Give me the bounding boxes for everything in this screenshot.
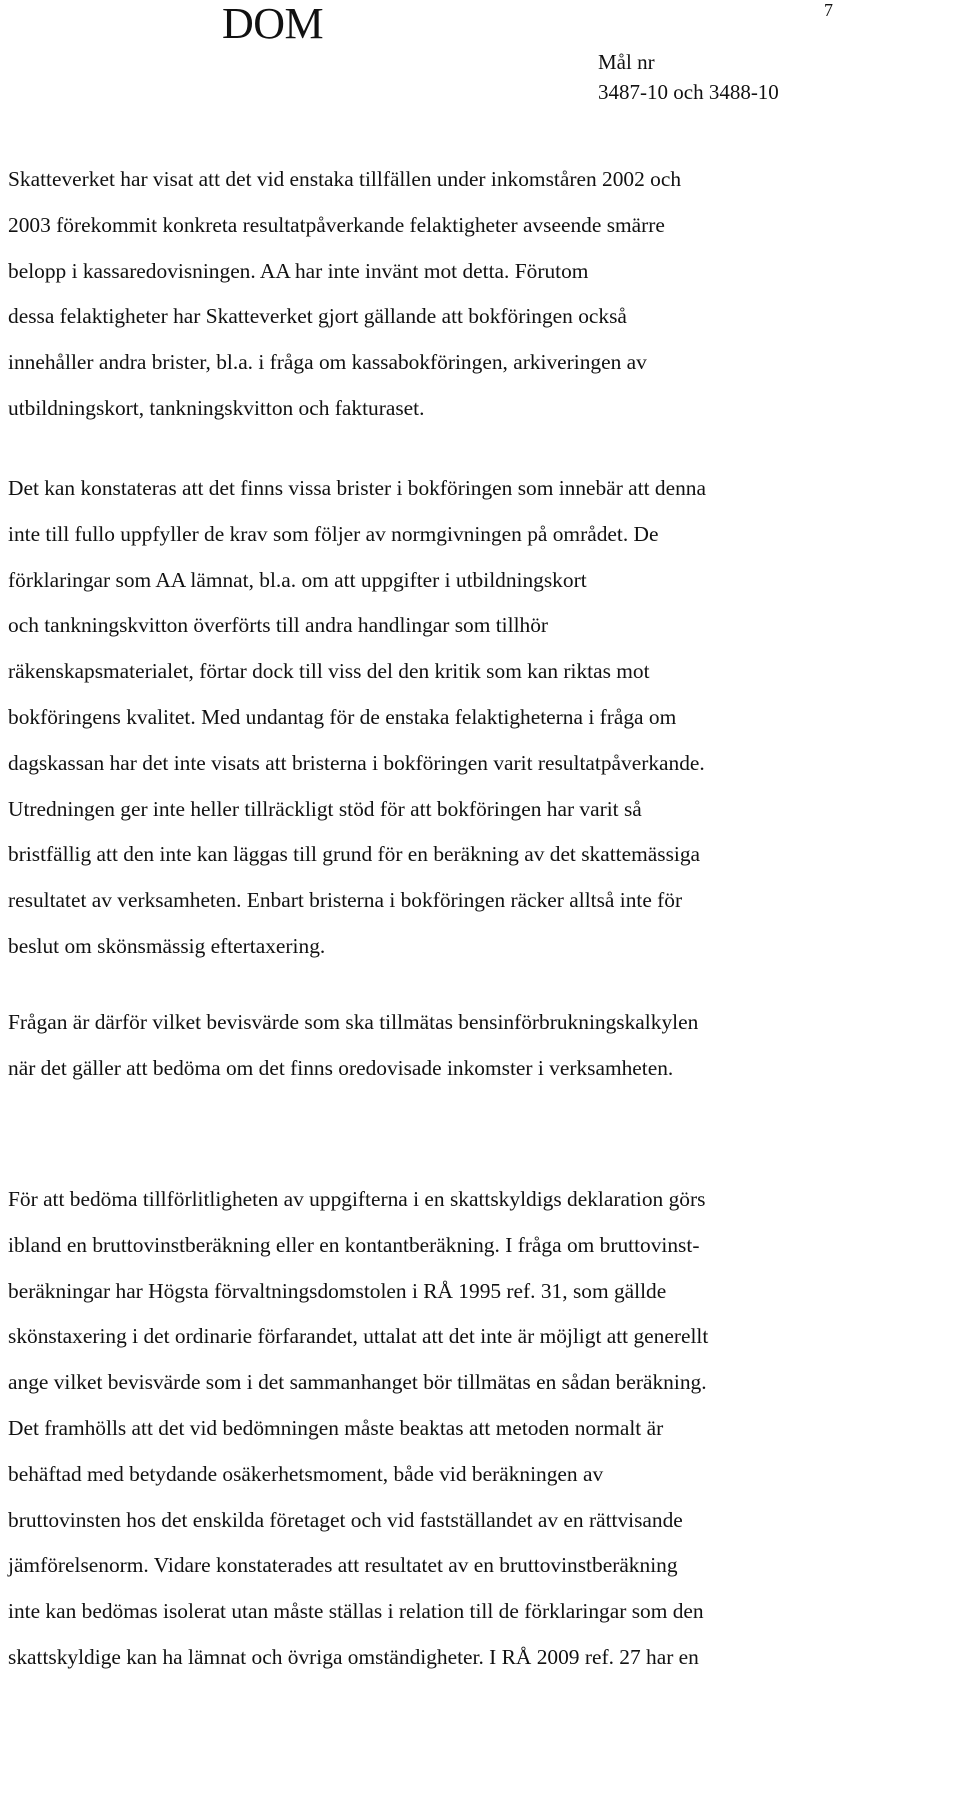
- case-number-label: Mål nr: [598, 50, 655, 74]
- text-line: Skatteverket har visat att det vid enstaka tillfällen under inkomståren 2002 och: [8, 167, 682, 191]
- text-line: dessa felaktigheter har Skatteverket gjort gällande att bokföringen också: [8, 304, 627, 329]
- text-line: skönstaxering i det ordinarie förfarandet, uttalat att det inte är möjligt att generellt: [8, 1324, 709, 1349]
- paragraph-2: [8, 466, 953, 970]
- text-line: resultatet av verksamheten. Enbart bristerna i bokföringen räcker alltså inte för: [8, 888, 683, 913]
- text-line: och tankningskvitton överförts till andra handlingar som tillhör: [8, 613, 549, 638]
- text-line: skattskyldige kan ha lämnat och övriga omständigheter. I RÅ 2009 ref. 27 har en: [8, 1644, 699, 1669]
- paragraph-3: [8, 1000, 953, 1092]
- page-number: 7: [824, 0, 833, 20]
- document-title: DOM: [222, 0, 324, 48]
- text-line: beslut om skönsmässig eftertaxering.: [8, 933, 326, 958]
- text-line: behäftad med betydande osäkerhetsmoment, både vid beräkningen av: [8, 1461, 604, 1486]
- text-line: bristfällig att den inte kan läggas till grund för en beräkning av det skattemässiga: [8, 842, 701, 867]
- text-line: räkenskapsmaterialet, förtar dock till viss del den kritik som kan riktas mot: [8, 659, 650, 684]
- text-line: För att bedöma tillförlitligheten av uppgifterna i en skattskyldigs deklaration görs: [8, 1187, 706, 1211]
- text-line: Utredningen ger inte heller tillräckligt stöd för att bokföringen har varit så: [8, 796, 642, 821]
- case-number: 3487-10 och 3488-10: [598, 80, 779, 104]
- text-line: bruttovinsten hos det enskilda företaget och vid fastställandet av en rättvisande: [8, 1507, 683, 1532]
- text-line: jämförelsenorm. Vidare konstaterades att resultatet av en bruttovinstberäkning: [8, 1553, 678, 1578]
- text-line: beräkningar har Högsta förvaltningsdomstolen i RÅ 1995 ref. 31, som gällde: [8, 1278, 667, 1303]
- text-line: utbildningskort, tankningskvitton och fakturaset.: [8, 395, 425, 420]
- text-line: 2003 förekommit konkreta resultatpåverkande felaktigheter avseende smärre: [8, 212, 665, 237]
- text-line: förklaringar som AA lämnat, bl.a. om att uppgifter i utbildningskort: [8, 567, 587, 592]
- text-line: inte till fullo uppfyller de krav som följer av normgivningen på området. De: [8, 521, 659, 546]
- text-line: Det framhölls att det vid bedömningen måste beaktas att metoden normalt är: [8, 1415, 664, 1440]
- text-line: belopp i kassaredovisningen. AA har inte invänt mot detta. Förutom: [8, 258, 589, 283]
- text-line: ibland en bruttovinstberäkning eller en kontantberäkning. I fråga om bruttovinst-: [8, 1232, 700, 1257]
- paragraph-4: [8, 1177, 953, 1681]
- paragraph-1: [8, 157, 953, 432]
- text-line: inte kan bedömas isolerat utan måste ställas i relation till de förklaringar som den: [8, 1599, 704, 1624]
- text-line: ange vilket bevisvärde som i det sammanhanget bör tillmätas en sådan beräkning.: [8, 1370, 707, 1395]
- text-line: Det kan konstateras att det finns vissa brister i bokföringen som innebär att denna: [8, 476, 706, 500]
- text-line: när det gäller att bedöma om det finns oredovisade inkomster i verksamheten.: [8, 1055, 674, 1080]
- text-line: Frågan är därför vilket bevisvärde som ska tillmätas bensinförbrukningskalkylen: [8, 1010, 699, 1034]
- text-line: innehåller andra brister, bl.a. i fråga om kassabokföringen, arkiveringen av: [8, 350, 647, 375]
- text-line: bokföringens kvalitet. Med undantag för de enstaka felaktigheterna i fråga om: [8, 704, 677, 729]
- text-line: dagskassan har det inte visats att bristerna i bokföringen varit resultatpåverkande.: [8, 750, 705, 775]
